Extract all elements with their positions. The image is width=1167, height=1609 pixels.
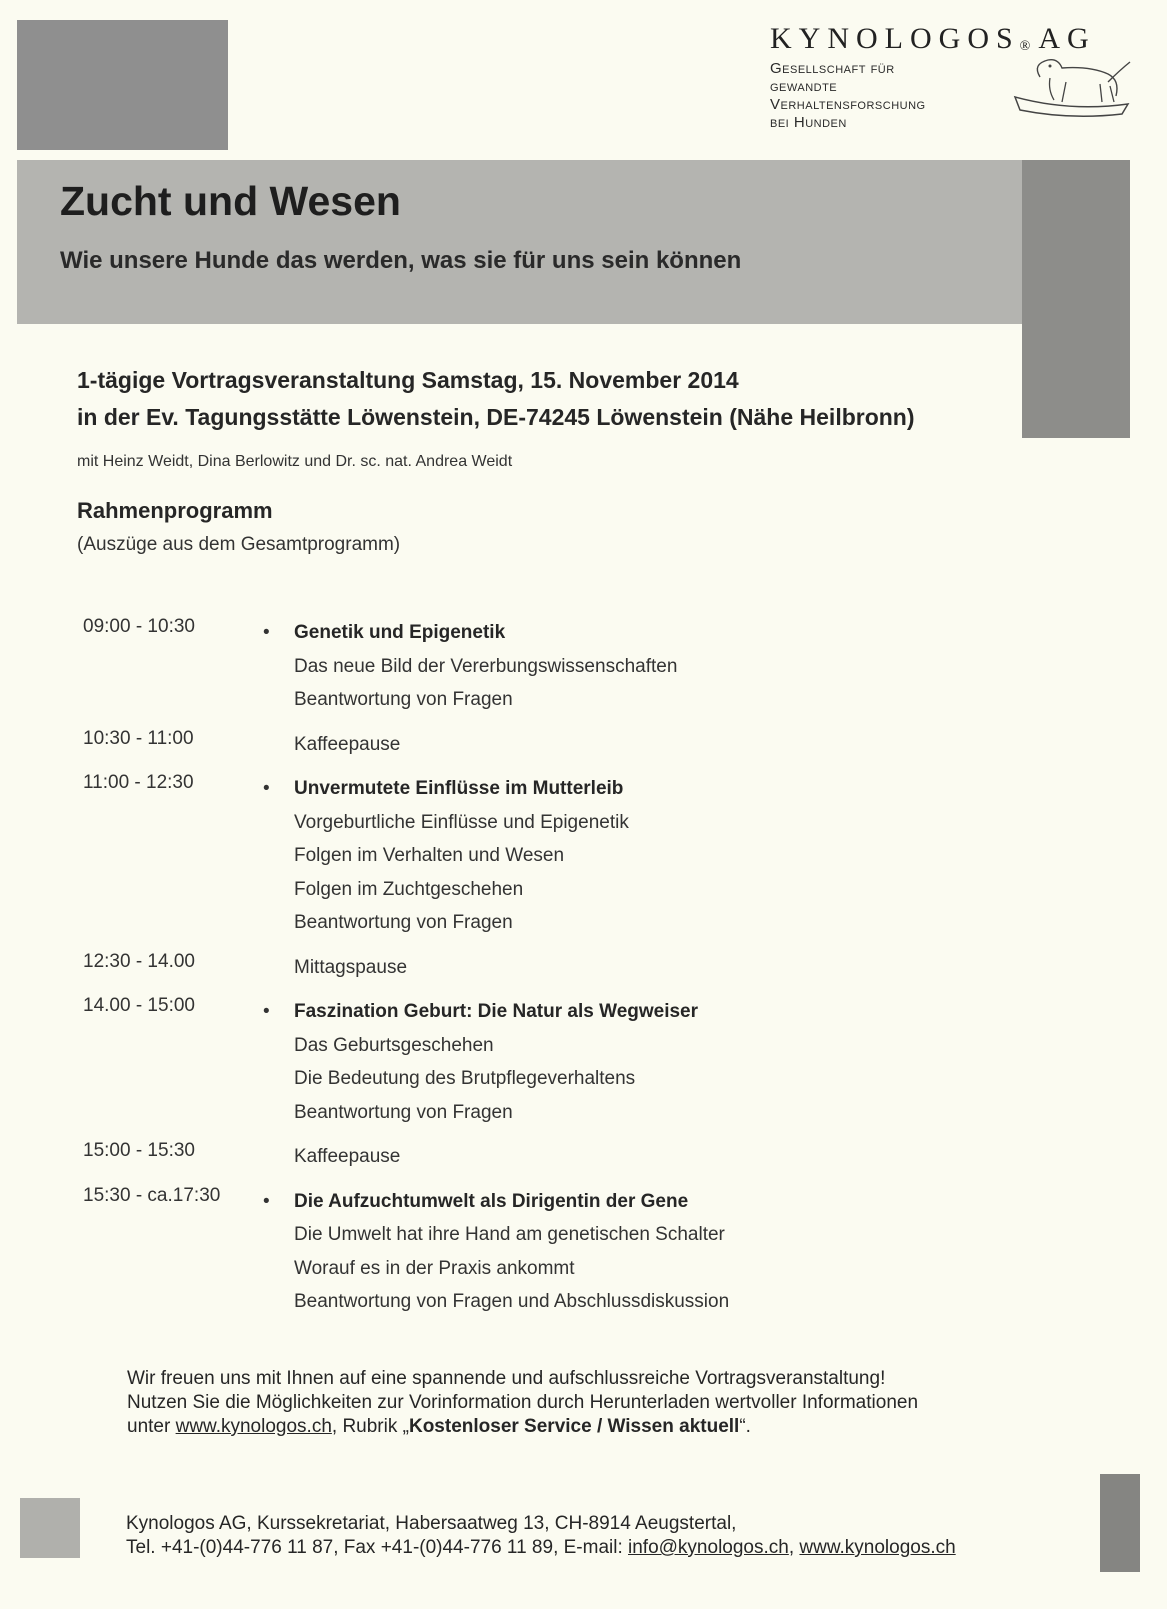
slot-title: Genetik und Epigenetik bbox=[294, 622, 506, 643]
closing-line bbox=[127, 1415, 1027, 1439]
website-link[interactable]: www.kynologos.ch bbox=[175, 1416, 332, 1437]
page-subtitle: Wie unsere Hunde das werden, was sie für uns sein können bbox=[60, 247, 742, 274]
brand-tagline bbox=[770, 60, 1010, 132]
closing-text bbox=[127, 1367, 1027, 1439]
schedule-slot bbox=[83, 616, 983, 717]
schedule bbox=[83, 616, 983, 1319]
slot-item: Beantwortung von Fragen bbox=[294, 1101, 513, 1123]
decorative-block-bottom-right bbox=[1100, 1474, 1140, 1572]
tagline-line: Verhaltensforschung bbox=[770, 96, 926, 113]
slot-bullet: • bbox=[263, 1001, 270, 1022]
slot-item: Das neue Bild der Vererbungswissenschaften bbox=[294, 655, 678, 677]
closing-line: Nutzen Sie die Möglichkeiten zur Vorinformation durch Herunterladen wertvoller Informationen bbox=[127, 1392, 919, 1413]
slot-time: 11:00 - 12:30 bbox=[83, 772, 194, 793]
tagline-line: Gesellschaft für bbox=[770, 60, 895, 77]
closing-line: Wir freuen uns mit Ihnen auf eine spannende und aufschlussreiche Vortragsveranstaltung! bbox=[127, 1368, 886, 1389]
schedule-slot bbox=[83, 728, 983, 762]
registered-mark: ® bbox=[1019, 39, 1031, 54]
footer-phone-fax: Tel. +41-(0)44-776 11 87, Fax +41-(0)44-776 11 89, E-mail: bbox=[126, 1537, 629, 1558]
footer-separator: , bbox=[788, 1537, 800, 1558]
slot-item: Die Bedeutung des Brutpflegeverhaltens bbox=[294, 1068, 636, 1089]
slot-item: Kaffeepause bbox=[294, 733, 401, 755]
slot-time: 15:30 - ca.17:30 bbox=[83, 1184, 221, 1206]
tagline-line: bei Hunden bbox=[770, 114, 847, 131]
schedule-slot bbox=[83, 1140, 983, 1174]
slot-item: Kaffeepause bbox=[294, 1146, 401, 1167]
footer-contact-line bbox=[126, 1536, 1076, 1560]
tagline-line: gewandte bbox=[770, 78, 838, 95]
slot-item: Das Geburtsgeschehen bbox=[294, 1034, 494, 1056]
slot-item: Beantwortung von Fragen und Abschlussdiskussion bbox=[294, 1291, 730, 1312]
schedule-slot bbox=[83, 772, 983, 940]
slot-title: Faszination Geburt: Die Natur als Wegweiser bbox=[294, 1001, 699, 1022]
slot-title: Die Aufzuchtumwelt als Dirigentin der Gene bbox=[294, 1190, 689, 1212]
slot-item: Beantwortung von Fragen bbox=[294, 912, 513, 933]
slot-item: Worauf es in der Praxis ankommt bbox=[294, 1257, 575, 1279]
slot-item: Beantwortung von Fragen bbox=[294, 689, 513, 710]
slot-item: Die Umwelt hat ihre Hand am genetischen Schalter bbox=[294, 1224, 725, 1245]
email-link[interactable]: info@kynologos.ch bbox=[628, 1537, 789, 1558]
dog-on-sled-icon bbox=[1010, 52, 1135, 127]
slot-time: 10:30 - 11:00 bbox=[83, 727, 194, 749]
slot-time: 09:00 - 10:30 bbox=[83, 616, 195, 637]
brand-name bbox=[770, 22, 1150, 56]
closing-end: “. bbox=[739, 1416, 751, 1437]
event-location: in der Ev. Tagungsstätte Löwenstein, DE-74245 Löwenstein (Nähe Heilbronn) bbox=[77, 404, 915, 430]
slot-bullet: • bbox=[263, 1190, 270, 1212]
brand-name-text: KYNOLOGOS bbox=[770, 22, 1020, 55]
slot-time: 14.00 - 15:00 bbox=[83, 995, 195, 1016]
slot-item: Folgen im Verhalten und Wesen bbox=[294, 845, 565, 866]
decorative-block-top-left bbox=[17, 20, 228, 150]
service-section-name: Kostenloser Service / Wissen aktuell bbox=[408, 1416, 740, 1437]
footer-address: Kynologos AG, Kurssekretariat, Habersaatweg 13, CH-8914 Aeugstertal, bbox=[126, 1513, 737, 1534]
slot-item: Mittagspause bbox=[294, 956, 408, 978]
slot-time: 15:00 - 15:30 bbox=[83, 1140, 195, 1161]
schedule-slot bbox=[83, 951, 983, 985]
slot-time: 12:30 - 14.00 bbox=[83, 950, 195, 972]
closing-prefix: unter bbox=[127, 1416, 176, 1437]
program-note: (Auszüge aus dem Gesamtprogramm) bbox=[77, 534, 401, 555]
schedule-slot bbox=[83, 1185, 983, 1319]
slot-item: Folgen im Zuchtgeschehen bbox=[294, 878, 524, 900]
slot-title: Unvermutete Einflüsse im Mutterleib bbox=[294, 778, 624, 799]
footer-contact bbox=[126, 1512, 1076, 1560]
event-date: 1-tägige Vortragsveranstaltung Samstag, 15. November 2014 bbox=[77, 367, 739, 393]
brand-suffix: AG bbox=[1038, 22, 1096, 55]
closing-mid: , Rubrik „ bbox=[331, 1416, 409, 1437]
slot-bullet: • bbox=[263, 778, 270, 799]
schedule-slot bbox=[83, 995, 983, 1129]
footer-website-link[interactable]: www.kynologos.ch bbox=[799, 1537, 956, 1558]
program-heading: Rahmenprogramm bbox=[77, 498, 273, 523]
decorative-block-right bbox=[1022, 160, 1130, 438]
event-speakers: mit Heinz Weidt, Dina Berlowitz und Dr. sc. nat. Andrea Weidt bbox=[77, 453, 513, 470]
slot-item: Vorgeburtliche Einflüsse und Epigenetik bbox=[294, 811, 629, 833]
page-title: Zucht und Wesen bbox=[60, 178, 401, 224]
decorative-block-bottom-left bbox=[20, 1498, 80, 1558]
slot-bullet: • bbox=[263, 622, 270, 643]
